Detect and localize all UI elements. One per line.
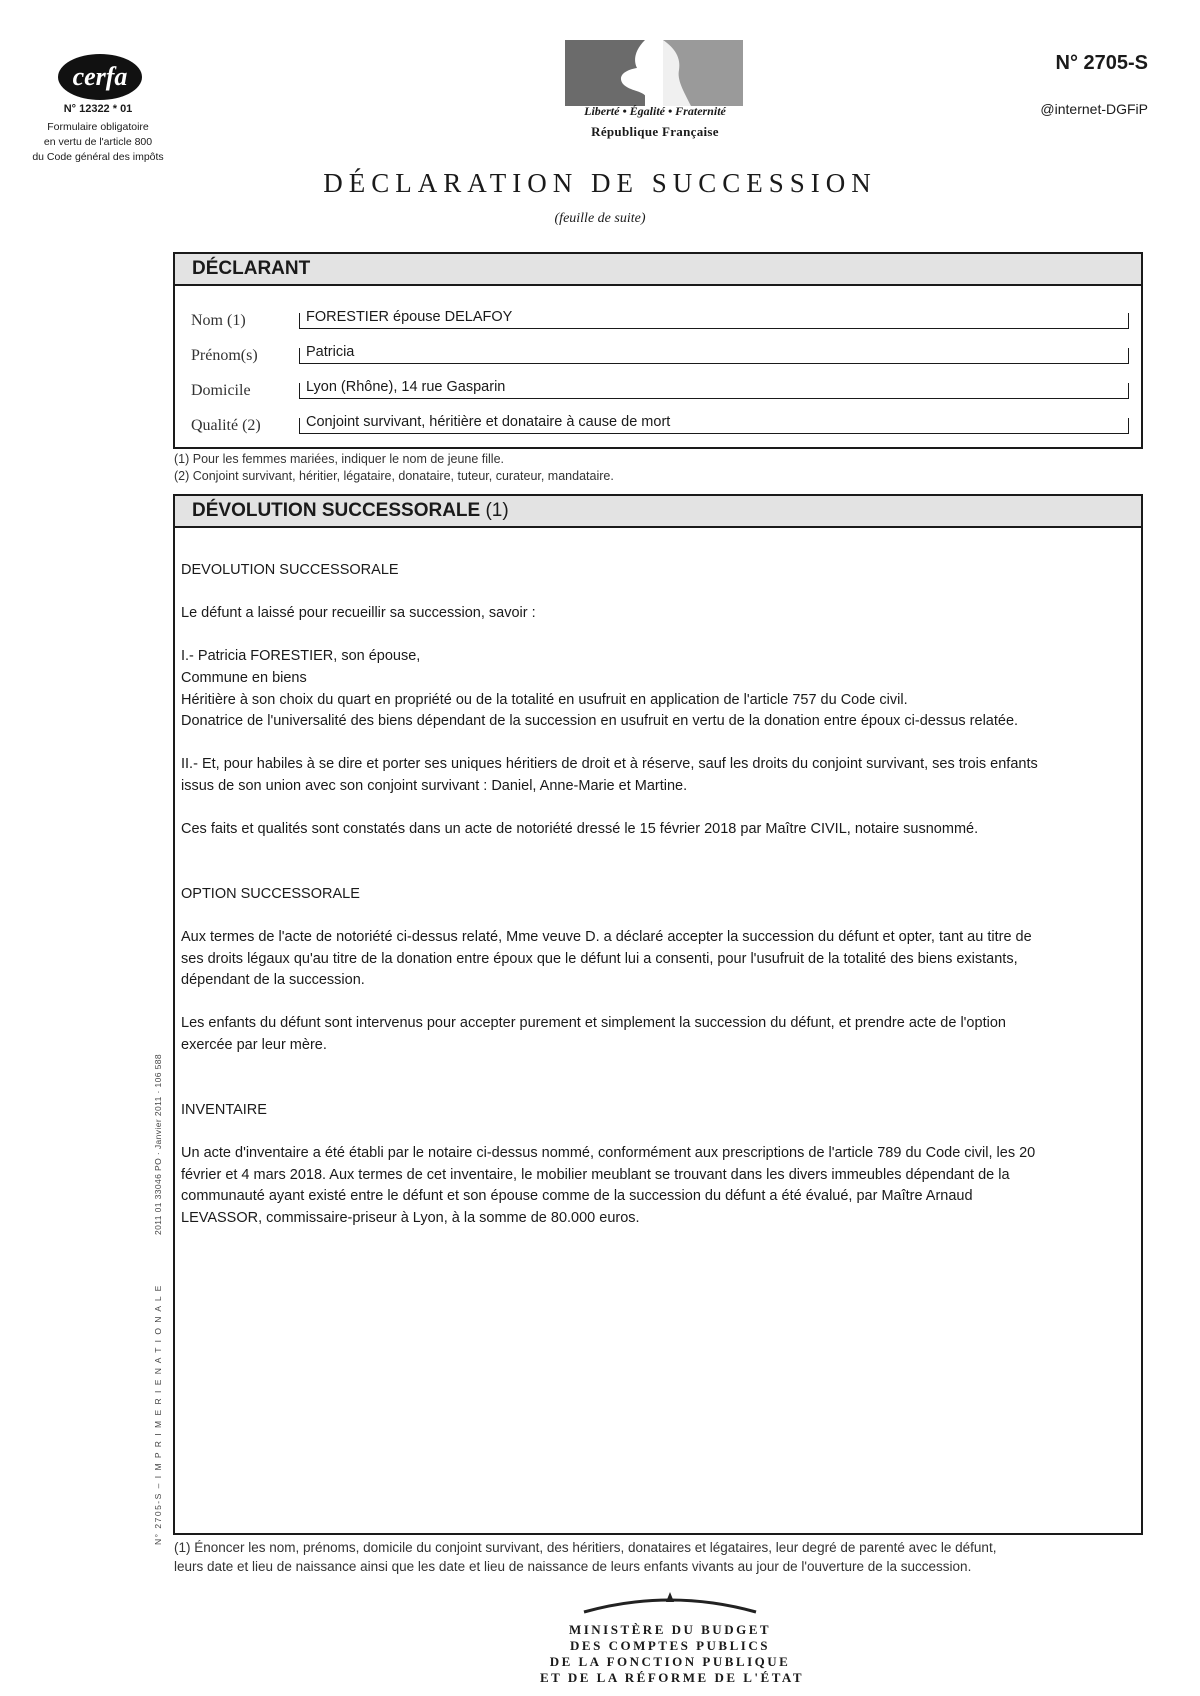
ministry-name — [540, 1622, 805, 1686]
devolution-footnote-line: leurs date et lieu de naissance ainsi que les date et lieu de naissance de leurs enfants vivants au jour de l'ouverture de la succession. — [174, 1559, 972, 1574]
devolution-line: exercée par leur mère. — [181, 1037, 327, 1054]
devolution-line: ses droits légaux qu'au titre de la donation entre époux que le défunt lui a consenti, pour l'usufruit de la totalité des biens existants, — [181, 950, 1018, 967]
footnote-1: (1) Pour les femmes mariées, indiquer le nom de jeune fille. — [174, 452, 505, 466]
devolution-line — [181, 862, 1136, 884]
prenom-field[interactable] — [299, 348, 1129, 364]
devolution-line: Aux termes de l'acte de notoriété ci-dessus relaté, Mme veuve D. a déclaré accepter la succession du défunt et opter, tant au titre de — [181, 929, 1032, 946]
devolution-line: OPTION SUCCESSORALE — [181, 885, 360, 902]
field-label-nom: Nom (1) — [191, 312, 246, 329]
nom-value: FORESTIER épouse DELAFOY — [306, 309, 513, 325]
devolution-line: I.- Patricia FORESTIER, son épouse, — [181, 648, 421, 665]
devolution-line — [181, 992, 1136, 1014]
devolution-line — [181, 582, 1136, 604]
devolution-text — [181, 560, 1136, 1229]
ministry-line: ET DE LA RÉFORME DE L'ÉTAT — [540, 1670, 805, 1685]
declarant-heading — [173, 252, 1143, 286]
ministry-logo-arc — [580, 1590, 760, 1614]
imprimerie-nationale: N° 2705-S – I M P R I M E R I E N A T I O N A L E — [153, 1284, 163, 1545]
document-title: DÉCLARATION DE SUCCESSION — [323, 168, 877, 198]
devolution-line: Le défunt a laissé pour recueillir sa succession, savoir : — [181, 605, 536, 622]
devolution-footnote-line: (1) Énoncer les nom, prénoms, domicile du conjoint survivant, des héritiers, donataires et légataires, leur degré de parenté avec le défunt, — [174, 1540, 997, 1555]
devolution-line — [181, 841, 1136, 863]
form-number: N° 2705-S — [1055, 52, 1148, 74]
devolution-heading — [173, 494, 1143, 528]
republic-name: République Française — [591, 124, 719, 139]
devolution-heading-text: DÉVOLUTION SUCCESSORALE — [192, 500, 481, 521]
devolution-line: Donatrice de l'universalité des biens dépendant de la succession en usufruit en vertu de la donation entre époux ci-dessus relatée. — [181, 713, 1019, 730]
devolution-line — [181, 1057, 1136, 1079]
ministry-line: DES COMPTES PUBLICS — [570, 1638, 770, 1653]
cerfa-number: N° 12322 * 01 — [63, 103, 133, 115]
domicile-value: Lyon (Rhône), 14 rue Gasparin — [306, 379, 506, 395]
devolution-line: Un acte d'inventaire a été établi par le notaire ci-dessus nommé, conformément aux prescriptions de l'article 789 du Code civil, les 20 — [181, 1145, 1036, 1162]
devolution-line: Ces faits et qualités sont constatés dans un acte de notoriété dressé le 15 février 2018 par Maître CIVIL, notaire susnommé. — [181, 821, 979, 838]
devolution-line — [181, 625, 1136, 647]
field-label-prenom: Prénom(s) — [191, 347, 258, 364]
cerfa-logo — [57, 52, 143, 102]
svg-text:cerfa: cerfa — [72, 62, 128, 91]
devolution-line: LEVASSOR, commissaire-priseur à Lyon, à la somme de 80.000 euros. — [181, 1209, 640, 1226]
ministry-line: DE LA FONCTION PUBLIQUE — [549, 1654, 791, 1669]
marianne-logo — [565, 40, 743, 106]
devolution-line: communauté ayant existé entre le défunt et son épouse comme de la succession du défunt a été évalué, par Maître Arnaud — [181, 1188, 973, 1205]
devolution-heading-note: (1) — [485, 500, 509, 521]
field-label-qualite: Qualité (2) — [191, 417, 261, 434]
devolution-line — [181, 1078, 1136, 1100]
devolution-line — [181, 906, 1136, 928]
qualite-value: Conjoint survivant, héritière et donataire à cause de mort — [306, 414, 671, 430]
field-label-domicile: Domicile — [191, 382, 251, 399]
devolution-line: II.- Et, pour habiles à se dire et porter ses uniques héritiers de droit et à réserve, sauf les droits du conjoint survivant, ses trois enfants — [181, 756, 1038, 773]
legal-line: du Code général des impôts — [32, 151, 164, 163]
devolution-line: issus de son union avec son conjoint survivant : Daniel, Anne-Marie et Martine. — [181, 777, 688, 794]
prenom-value: Patricia — [306, 344, 355, 360]
devolution-line: février et 4 mars 2018. Aux termes de cet inventaire, le mobilier meublant se trouvant dans les divers immeubles dépendant de la — [181, 1166, 1010, 1183]
devolution-line — [181, 798, 1136, 820]
republic-motto: Liberté • Égalité • Fraternité — [584, 104, 726, 118]
devolution-line — [181, 733, 1136, 755]
devolution-line: dépendant de la succession. — [181, 972, 365, 989]
footnote-2: (2) Conjoint survivant, héritier, légataire, donataire, tuteur, curateur, mandataire. — [174, 469, 614, 483]
cerfa-legal-notice — [0, 120, 196, 165]
ministry-line: MINISTÈRE DU BUDGET — [568, 1622, 772, 1637]
devolution-line: INVENTAIRE — [181, 1101, 267, 1118]
devolution-line — [181, 1121, 1136, 1143]
document-subtitle: (feuille de suite) — [554, 211, 646, 226]
print-reference: 2011 01 33046 PO · Janvier 2011 · 106 588 — [153, 1053, 163, 1235]
devolution-line: Héritière à son choix du quart en propriété ou de la totalité en usufruit en application de l'article 757 du Code civil. — [181, 691, 908, 708]
devolution-footnote — [174, 1538, 1154, 1576]
devolution-line: DEVOLUTION SUCCESSORALE — [181, 562, 399, 578]
declarant-heading-text: DÉCLARANT — [192, 258, 311, 279]
devolution-line: Commune en biens — [181, 669, 307, 686]
legal-line: en vertu de l'article 800 — [43, 136, 153, 148]
devolution-line: Les enfants du défunt sont intervenus pour accepter purement et simplement la succession du défunt, et prendre acte de l'option — [181, 1015, 1006, 1032]
dgfip-label: @internet-DGFiP — [1040, 101, 1148, 117]
legal-line: Formulaire obligatoire — [47, 121, 149, 133]
